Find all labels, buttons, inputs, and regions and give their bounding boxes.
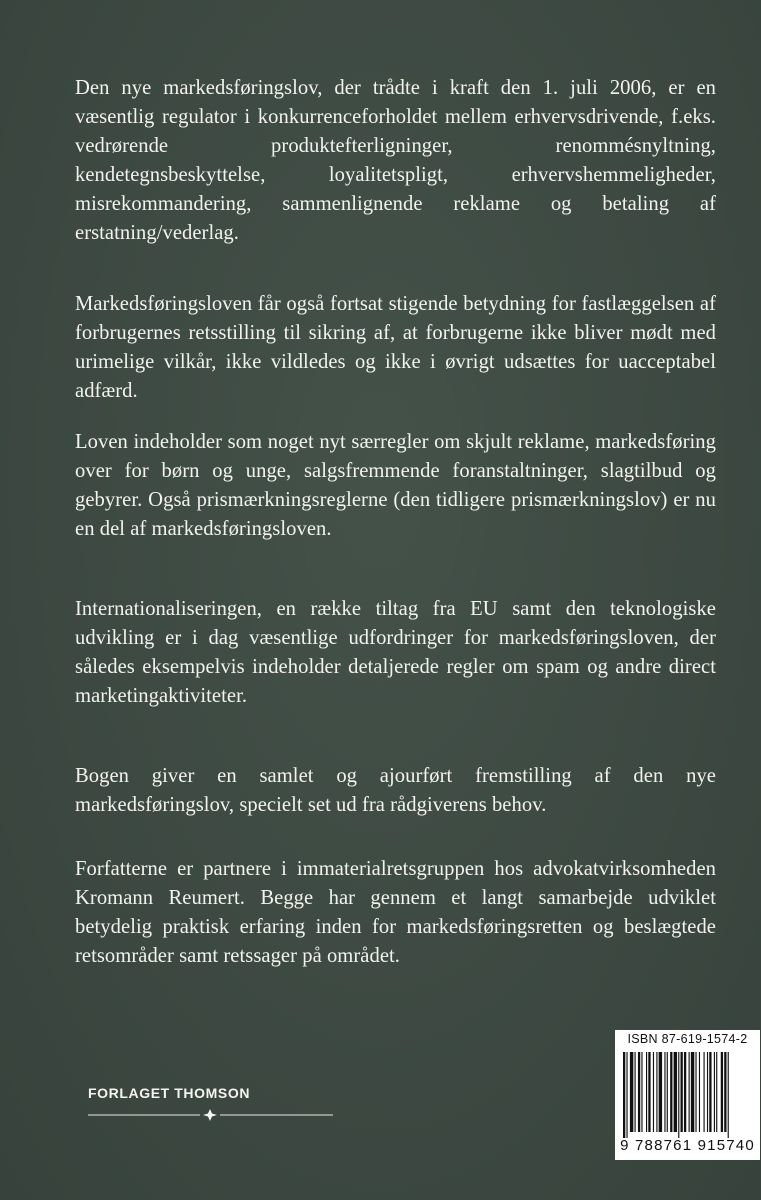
- paragraph-new-rules: Loven indeholder som noget nyt særregler om skjult reklame, markedsføring over for børn og unge, salgsfremmende foranstaltninger, slagtilbud og gebyrer. Også prismærkningsreglerne (den tidligere prismærkningslov) er nu en del af markedsføringsloven.: [75, 431, 716, 540]
- barcode-bar: [653, 1052, 654, 1132]
- barcode-bar: [646, 1052, 647, 1132]
- barcode-bar: [626, 1052, 627, 1138]
- barcode-bar: [714, 1052, 715, 1132]
- barcode-bar: [630, 1052, 633, 1132]
- barcode-bar: [689, 1052, 690, 1132]
- barcode-bar: [664, 1052, 665, 1132]
- isbn-label: ISBN 87-619-1574-2: [627, 1032, 748, 1046]
- barcode-bar: [656, 1052, 657, 1132]
- barcode-bar: [638, 1052, 640, 1132]
- publisher-star-rule-icon: [88, 1109, 338, 1121]
- barcode-bar: [678, 1052, 679, 1138]
- isbn-barcode-panel: [615, 1030, 760, 1160]
- barcode-number: 9 788761 915740: [620, 1137, 755, 1154]
- barcode-bar: [670, 1052, 672, 1132]
- barcode-bar: [648, 1052, 650, 1132]
- paragraph-book-summary: Bogen giver en samlet og ajourført fremstilling af den nye markedsføringslov, specielt set ud fra rådgiverens behov.: [75, 765, 716, 816]
- barcode-bar: [709, 1052, 711, 1132]
- barcode-bar: [691, 1052, 694, 1132]
- barcode-bar: [623, 1052, 625, 1138]
- barcode-bar: [695, 1052, 696, 1132]
- barcode-icon: [619, 1052, 756, 1138]
- barcode-bar: [681, 1052, 683, 1132]
- publisher-name: FORLAGET THOMSON: [88, 1085, 251, 1101]
- paragraph-intro: Den nye markedsføringslov, der trådte i kraft den 1. juli 2006, er en væsentlig regulator i konkurrenceforholdet mellem erhvervsdrivende, f.eks. vedrørende produktefterligninger, renommésnyltning, kendetegnsbeskyttelse, loyalitetspligt, erhvervshemmeligheder, misrekommandering, sammenlignende reklame og betaling af erstatning/vederlag.: [75, 77, 716, 244]
- barcode-bar: [635, 1052, 636, 1132]
- barcode-bar: [667, 1052, 668, 1132]
- paragraph-consumer-protection: Markedsføringsloven får også fortsat stigende betydning for fastlæggelsen af forbrugernes retsstilling til sikring af, at forbrugerne ikke bliver mødt med urimelige vilkår, ikke vildledes og ikke i øvrigt udsættes for uacceptabel adfærd.: [75, 293, 716, 402]
- barcode-bar: [674, 1052, 677, 1132]
- barcode-bar: [716, 1052, 717, 1132]
- barcode-bar: [704, 1052, 705, 1132]
- barcode-bar: [728, 1052, 729, 1138]
- barcode-bar: [641, 1052, 642, 1132]
- paragraph-authors: Forfatterne er partnere i immaterialretsgruppen hos advokatvirksomheden Kromann Reumert. Begge har gennem et langt samarbejde udviklet betydelig praktisk erfaring inden for markedsføringsretten og beslægtede retsområder samt retssager på området.: [75, 858, 716, 967]
- barcode-bar: [721, 1052, 723, 1132]
- barcode-bar: [707, 1052, 708, 1132]
- barcode-bar: [699, 1052, 700, 1132]
- barcode-bar: [684, 1052, 686, 1132]
- barcode-bar: [659, 1052, 662, 1132]
- barcode-bar: [724, 1052, 726, 1132]
- publisher-logo: [88, 1085, 338, 1101]
- paragraph-internationalisation: Internationaliseringen, en række tiltag fra EU samt den teknologiske udvikling er i dag væsentlige udfordringer for markedsføringsloven, der således eksempelvis indeholder detaljerede regler om spam og andre direct marketingaktiviteter.: [75, 598, 716, 707]
